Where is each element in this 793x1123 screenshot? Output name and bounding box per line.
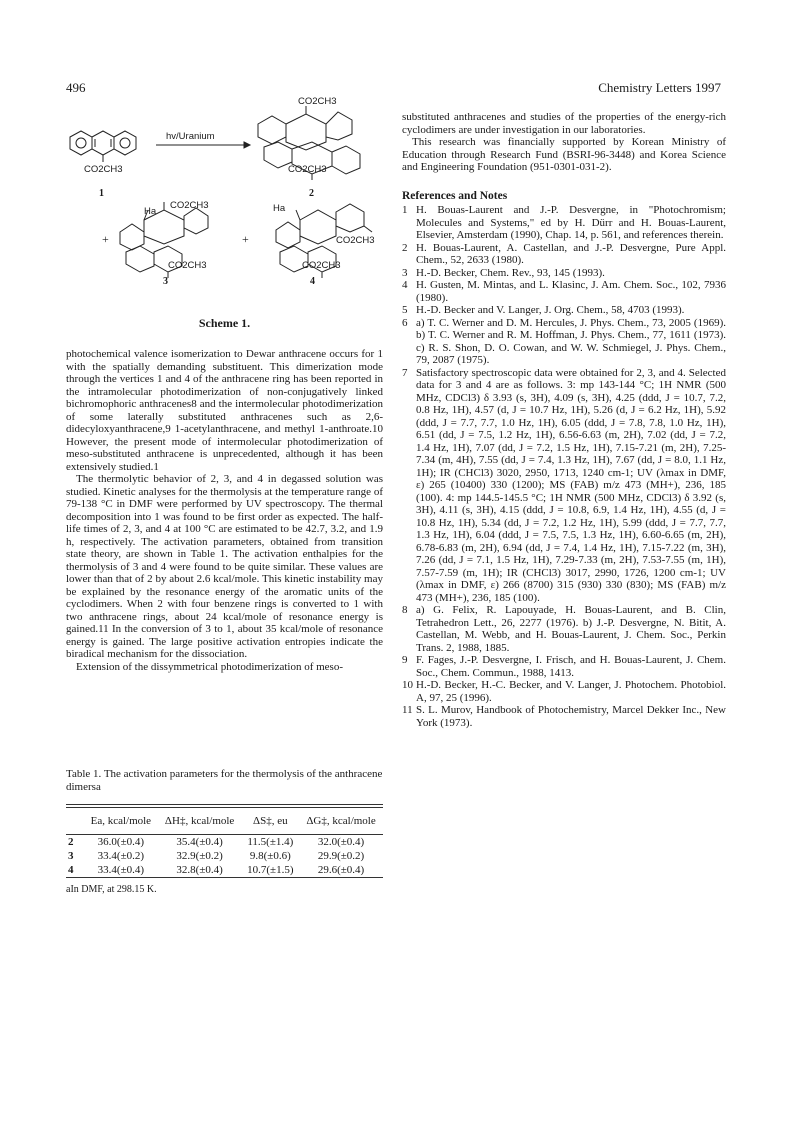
body-paragraph: The thermolytic behavior of 2, 3, and 4 in degassed solution was studied. Kinetic analyses for the thermolysis at the temperature range of 79-138 °C in DMF were performed by UV spectroscopy. The thermal decomposition into 1 was found to be first order as expected. The half-life times of 2, 3, and 4 at 100 °C are estimated to be 42.7, 3.2, and 1.9 h, respectively. The activation parameters, obtained from transition state theory, are shown in Table 1. The activation enthalpies for the thermolysis of 3 and 4 were found to be quite similar. These values are lower than that of 2 by about 2.6 kcal/mole. This kinetic instability may be explained by the resonance energy of the aromatic units of the cyclodimers. When 2 with four benzene rings is converted to 1 with two anthracene rings, about 24 kcal/mole of resonance energy is gained.11 In the conversion of 3 to 1, about 35 kcal/mole of resonance energy is gained. The large positive activation entropies indicate the biradical mechanism for the dissociation. (66, 473, 383, 660)
compound-1-structure (70, 131, 136, 162)
body-paragraph: photochemical valence isomerization to Dewar anthracene occurs for 1 with the spatially demanding substituent. This dimerization mode through the vertices 1 and 4 of the anthracene ring has been reported in the intramolecular photodimerization of non-conjugatively linked bichromophoric anthracenes8 and the intermolecular photodimerization of some laterally substituted anthracenes such as 2,6-didecyloxyanthracene,9 1-acetylanthracene, and methyl 1-anthroate.10 However, the present mode of intermolecular photodimerization of meso-substituted anthracene is unprecedented, although it has been extensively studied.1 (66, 348, 383, 473)
reference-item (402, 654, 726, 679)
reference-text: H. Bouas-Laurent and J.-P. Desvergne, in "Photochromism; Molecules and Systems," ed by H. Dürr and H. Bouas-Laurent, Elsevier, Amsterdam (1990), Chap. 14, p. 561, and references therein. (416, 204, 726, 241)
table-row (66, 849, 383, 863)
table-cell: 32.0(±0.4) (317, 836, 365, 848)
compound-3-number: 3 (163, 276, 168, 287)
compound-4-substituent-bottom: CO2CH3 (302, 260, 341, 271)
reference-text: H.-D. Becker and V. Langer, J. Org. Chem., 58, 4703 (1993). (416, 304, 685, 316)
reference-number: 8 (402, 604, 408, 616)
reference-text: Satisfactory spectroscopic data were obtained for 2, 3, and 4. Selected data for 3 and 4 are as follows. 3: mp 143-144 °C; 1H NMR (500 MHz, CDCl3) δ 3.93 (s, 3H), 4.09 (s, 3H), 4.25 (ddd, J = 10.7, 7.2, 0.8 Hz, 1H), 4.57 (d, J = 10.7 Hz, 1H), 5.26 (d, J = 6.2 Hz, 1H), 5.92 (ddd, J = 7.7, 7.7, 1.0 Hz, 1H), 6.05 (ddd, J = 7.8, 7.8, 1.0 Hz, 1H), 6.51 (dd, J = 7.5, 1.2 Hz, 1H), 6.56-6.63 (m, 2H), 7.02 (dd, J = 7.2, 1.4 Hz, 1H), 7.07 (dd, J = 7.2, 1.5 Hz, 1H), 7.15-7.21 (m, 2H), 7.25-7.34 (m, 4H), 7.55 (dd, J = 7.4, 1.3 Hz, 1H), 7.67 (dd, J = 8.0, 1.1 Hz, 1H); IR (CHCl3) 3020, 2950, 1713, 1240 cm-1; UV (λmax in DMF, ε) 265 (10400) 330 (1200); MS (FAB) m/z 473 (MH+), 236, 185 (100). 4: mp 144.5-145.5 °C; 1H NMR (500 MHz, CDCl3) δ 3.92 (s, 3H), 4.11 (s, 3H), 4.15 (ddd, J = 10.8, 6.9, 1.4 Hz, 1H), 4.55 (d, J = 10.8 Hz, 1H), 5.34 (dd, J = 7.2, 1.2 Hz, 1H), 5.99 (ddd, J = 7.7, 7.7, 1.3 Hz, 1H), 6.04 (ddd, J = 7.5, 7.5, 1.3 Hz, 1H), 6.60-6.65 (m, 2H), 6.78-6.83 (m, 2H), 6.94 (dd, J = 7.4, 1.4 Hz, 1H), 7.15-7.22 (m, 3H), 7.26 (dd, J = 7.1, 1.5 Hz, 1H), 7.29-7.33 (m, 2H), 7.53-7.55 (m, 1H), 7.57-7.59 (m, 1H); IR (CHCl3) 3017, 2990, 1726, 1200 cm-1; UV (λmax in DMF, ε) 266 (8700) 315 (930) 330 (830); MS (FAB) m/z 473 (MH+), 236, 185 (100). (416, 366, 726, 604)
left-column (66, 348, 383, 673)
table-cell: 11.5(±1.4) (247, 836, 294, 848)
table-cell: 33.4(±0.4) (97, 864, 145, 876)
reference-number: 3 (402, 266, 408, 279)
reference-item (402, 279, 726, 304)
compound-4-ha: Ha (273, 203, 286, 214)
compound-3-substituent-top: CO2CH3 (170, 200, 209, 211)
table-row (66, 863, 383, 877)
right-column (402, 111, 726, 729)
table-caption: Table 1. The activation parameters for the thermolysis of the anthracene dimersa (66, 768, 383, 793)
compound-2-number: 2 (309, 188, 314, 199)
reference-item (402, 304, 726, 317)
reference-item (402, 267, 726, 280)
compound-1-number: 1 (99, 188, 104, 199)
table-header-cell: ΔG‡, kcal/mole (306, 815, 376, 827)
activation-parameters-table (66, 808, 383, 877)
table-header-cell: ΔS‡, eu (253, 815, 288, 827)
compound-1-substituent: CO2CH3 (84, 164, 123, 175)
table-footnote: aIn DMF, at 298.15 K. (66, 884, 157, 895)
compound-3-ha: Ha (144, 206, 157, 217)
page-number: 496 (66, 80, 86, 95)
reference-text: S. L. Murov, Handbook of Photochemistry, Marcel Dekker Inc., New York (1973). (416, 704, 726, 729)
reference-number: 9 (402, 654, 408, 666)
table-cell: 9.8(±0.6) (249, 850, 291, 862)
scheme-figure (66, 96, 383, 332)
table-cell: 36.0(±0.4) (97, 836, 145, 848)
reference-text: H.-D. Becker, Chem. Rev., 93, 145 (1993). (416, 266, 605, 279)
table-cell: 10.7(±1.5) (247, 864, 294, 876)
table-cell: 32.8(±0.4) (176, 864, 223, 876)
table-cell: 33.4(±0.2) (97, 850, 145, 862)
body-paragraph: Extension of the dissymmetrical photodimerization of meso- (76, 660, 343, 673)
table-header-row (66, 808, 383, 834)
reference-item (402, 604, 726, 654)
reference-number: 7 (402, 366, 408, 379)
table-1 (66, 768, 383, 895)
reference-number: 5 (402, 304, 408, 316)
reference-number: 11 (402, 704, 413, 716)
reference-item (402, 204, 726, 242)
plus-right: + (242, 232, 249, 246)
reference-text: H.-D. Becker, H.-C. Becker, and V. Langer, J. Photochem. Photobiol. A, 97, 25 (1996). (416, 679, 726, 704)
reference-text: F. Fages, J.-P. Desvergne, I. Frisch, and H. Bouas-Laurent, J. Chem. Soc., Chem. Commun., 1988, 1413. (416, 654, 726, 679)
table-bottom-rule (66, 877, 383, 878)
table-cell: 29.9(±0.2) (317, 850, 365, 862)
table-cell: 35.4(±0.4) (176, 836, 223, 848)
table-header-cell (66, 808, 84, 834)
references-heading: References and Notes (402, 189, 508, 202)
reference-item (402, 242, 726, 267)
reference-number: 6 (402, 316, 408, 329)
table-cell: 2 (68, 836, 74, 848)
journal-header: Chemistry Letters 1997 (598, 80, 721, 95)
reference-number: 1 (402, 204, 408, 216)
compound-4-number: 4 (310, 276, 315, 287)
reference-item (402, 367, 726, 605)
reference-item (402, 679, 726, 704)
table-cell: 32.9(±0.2) (176, 850, 223, 862)
reference-text: a) G. Felix, R. Lapouyade, H. Bouas-Laurent, and B. Clin, Tetrahedron Lett., 26, 2277 (1976). b) J.-P. Desvergne, N. Bitit, A. Castellan, M. Webb, and H. Bouas-Laurent, J. Chem. Soc., Perkin Trans. 2, 1988, 1885. (416, 604, 726, 654)
table-row (66, 835, 383, 849)
table-cell: 29.6(±0.4) (317, 864, 365, 876)
table-header-cell: ΔH‡, kcal/mole (164, 815, 235, 827)
compound-3-substituent-bottom: CO2CH3 (168, 260, 207, 271)
reference-item (402, 704, 726, 729)
reference-text: a) T. C. Werner and D. M. Hercules, J. Phys. Chem., 73, 2005 (1969). b) T. C. Werner and R. M. Hoffman, J. Phys. Chem., 77, 1611 (1973). c) R. S. Shon, D. O. Cowan, and W. W. Schmiegel, J. Phys. Chem., 79, 2087 (1975). (416, 316, 726, 366)
reference-text: H. Gusten, M. Mintas, and L. Klasinc, J. Am. Chem. Soc., 102, 7936 (1980). (416, 279, 726, 304)
table-cell: 4 (68, 864, 74, 876)
table-cell: 3 (68, 850, 74, 862)
reference-number: 10 (402, 679, 413, 691)
reference-text: H. Bouas-Laurent, A. Castellan, and J.-P. Desvergne, Pure Appl. Chem., 52, 2633 (1980). (416, 241, 726, 266)
reference-number: 4 (402, 279, 408, 291)
compound-2-substituent-top: CO2CH3 (298, 96, 337, 107)
scheme-caption: Scheme 1. (198, 316, 251, 330)
reference-item (402, 317, 726, 367)
table-header-cell: Ea, kcal/mole (90, 815, 152, 827)
arrow-label: hv/Uranium (166, 131, 215, 142)
references-list (402, 204, 726, 729)
reference-number: 2 (402, 241, 408, 254)
compound-4-substituent-right: CO2CH3 (336, 235, 375, 246)
body-paragraph: substituted anthracenes and studies of the properties of the energy-rich cyclodimers are under investigation in our laboratories. (402, 111, 726, 136)
acknowledgement-paragraph: This research was financially supported by Korean Ministry of Education through Research Fund (BSRI-96-3448) and Korea Science and Engineering Foundation (951-0301-031-2). (402, 136, 726, 173)
plus-left: + (102, 232, 109, 246)
compound-2-substituent-bottom: CO2CH3 (288, 164, 327, 175)
